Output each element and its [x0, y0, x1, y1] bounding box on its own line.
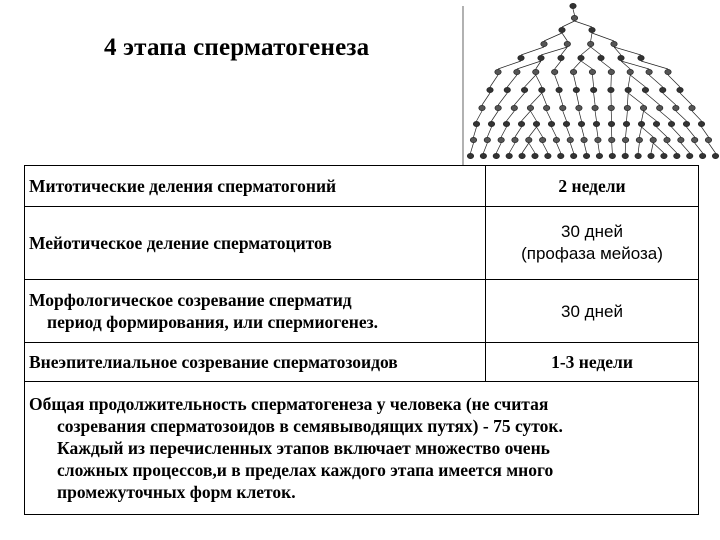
stage-name: Внеэпителиальное созревание сперматозоидов [25, 343, 486, 382]
cell-shape [583, 153, 589, 158]
cell-shape [638, 55, 644, 60]
cell-shape [673, 105, 679, 110]
branch-line [574, 61, 581, 69]
stage-name: Митотические деления сперматогоний [25, 166, 486, 207]
cell-shape [480, 153, 486, 158]
branch-line [529, 127, 537, 137]
branch-line [570, 143, 573, 153]
cell-shape [640, 105, 646, 110]
branch-line [542, 93, 547, 105]
summary-cell [25, 382, 699, 515]
branch-line [559, 93, 563, 105]
branch-line [536, 75, 542, 87]
branch-line [556, 143, 560, 153]
branch-line [544, 33, 562, 41]
branch-line [663, 93, 676, 105]
branch-line [487, 127, 491, 137]
table-row [25, 382, 699, 515]
cell-shape [677, 87, 683, 92]
cell-shape [570, 69, 576, 74]
branch-line [702, 127, 709, 137]
branch-line [692, 111, 702, 121]
cell-shape [595, 137, 601, 142]
cell-shape [589, 69, 595, 74]
branch-line [649, 75, 663, 87]
branch-line [492, 111, 499, 121]
cell-shape [660, 87, 666, 92]
cell-shape [590, 87, 596, 92]
cell-shape [533, 121, 539, 126]
branch-line [573, 9, 575, 15]
branch-line [660, 111, 672, 121]
branch-line [627, 93, 628, 105]
cell-shape [571, 15, 577, 20]
branch-line [552, 127, 557, 137]
branch-line [628, 93, 643, 105]
summary-line: сложных процессов,и в пределах каждого этапа имеется много [57, 460, 554, 480]
cell-shape [512, 137, 518, 142]
table-row [25, 280, 699, 343]
cell-shape [587, 41, 593, 46]
cell-shape [518, 55, 524, 60]
branch-line [612, 143, 613, 153]
cell-shape [665, 69, 671, 74]
branch-line [667, 143, 677, 153]
branch-line [630, 75, 645, 87]
cell-shape [538, 55, 544, 60]
cell-shape [545, 153, 551, 158]
branch-line [672, 127, 681, 137]
branch-line [709, 143, 716, 153]
spermatogenesis-diagram-figure [455, 0, 720, 168]
branch-line [579, 111, 582, 121]
cell-shape [570, 153, 576, 158]
branch-line [598, 143, 600, 153]
branch-line [496, 143, 501, 153]
cell-shape [581, 137, 587, 142]
cell-shape [495, 69, 501, 74]
branch-line [581, 47, 591, 55]
branch-line [638, 143, 639, 153]
cell-shape [548, 121, 554, 126]
cell-shape [611, 41, 617, 46]
cell-shape [705, 137, 711, 142]
cell-shape [664, 137, 670, 142]
cell-shape [518, 121, 524, 126]
cell-shape [687, 153, 693, 158]
stage-name-subline: период формирования, или спермиогенез. [47, 312, 379, 332]
cell-shape [573, 87, 579, 92]
cell-shape [473, 121, 479, 126]
cell-shape [653, 121, 659, 126]
cell-shape [635, 153, 641, 158]
cell-shape [622, 137, 628, 142]
cell-shape [689, 105, 695, 110]
stage-name: Мейотическое деление сперматоцитов [25, 207, 486, 280]
cell-shape [504, 87, 510, 92]
branch-line [592, 75, 593, 87]
cell-shape [648, 153, 654, 158]
branch-line [595, 111, 596, 121]
cell-shape [495, 105, 501, 110]
cell-shape [642, 87, 648, 92]
branch-line [507, 111, 515, 121]
cell-shape [553, 137, 559, 142]
branch-line [657, 127, 668, 137]
cell-shape [596, 153, 602, 158]
cell-shape [589, 27, 595, 32]
branch-line [687, 127, 695, 137]
summary-line: Каждый из перечисленных этапов включает множество очень [57, 438, 550, 458]
stages-table [24, 165, 699, 515]
branch-line [522, 143, 529, 153]
branch-line [592, 33, 614, 41]
branch-line [521, 47, 544, 55]
stage-name-line: Морфологическое созревание сперматид [29, 290, 352, 310]
cell-shape [484, 137, 490, 142]
branch-line [653, 143, 664, 153]
branch-line [626, 127, 627, 137]
cell-shape [479, 105, 485, 110]
branch-line [597, 127, 598, 137]
cell-shape [567, 137, 573, 142]
branch-line [543, 143, 548, 153]
branch-line [562, 33, 567, 41]
cell-shape [541, 41, 547, 46]
cell-shape [539, 137, 545, 142]
cell-shape [470, 137, 476, 142]
branch-line [529, 143, 535, 153]
cell-shape [487, 87, 493, 92]
cell-shape [598, 55, 604, 60]
cell-shape [467, 153, 473, 158]
cell-shape [674, 153, 680, 158]
cell-shape [519, 153, 525, 158]
cell-shape [646, 69, 652, 74]
cell-shape [526, 137, 532, 142]
branch-line [576, 93, 579, 105]
cell-shape [560, 105, 566, 110]
summary-line: созревания сперматозоидов в семявыводящих путях) - 75 суток. [57, 416, 563, 436]
cell-shape [493, 153, 499, 158]
cell-shape [558, 55, 564, 60]
branch-line [614, 47, 641, 55]
branch-line [515, 127, 522, 137]
cell-shape [503, 121, 509, 126]
branch-line [582, 127, 585, 137]
cell-shape [625, 87, 631, 92]
cell-shape [608, 69, 614, 74]
branch-line [490, 75, 498, 87]
cell-shape [661, 153, 667, 158]
branch-line [474, 127, 477, 137]
branch-line [651, 143, 653, 153]
cell-shape [511, 105, 517, 110]
cell-shape [488, 121, 494, 126]
cell-shape [593, 121, 599, 126]
branch-line [471, 143, 474, 153]
cell-shape [618, 55, 624, 60]
cell-shape [691, 137, 697, 142]
cell-shape [592, 105, 598, 110]
cell-shape [623, 121, 629, 126]
cell-shape [712, 153, 718, 158]
cell-shape [558, 153, 564, 158]
cell-shape [514, 69, 520, 74]
branch-line [482, 93, 490, 105]
stage-duration-note: (профаза мейоза) [521, 244, 663, 263]
cell-shape [622, 153, 628, 158]
branch-line [517, 61, 541, 69]
cell-shape [563, 121, 569, 126]
cell-shape [564, 41, 570, 46]
branch-line [695, 143, 703, 153]
branch-line [547, 111, 552, 121]
cell-shape [678, 137, 684, 142]
branch-line [530, 93, 541, 105]
branch-line [594, 93, 595, 105]
branch-line [555, 61, 561, 69]
branch-line [563, 111, 567, 121]
branch-line [601, 61, 611, 69]
branch-line [575, 21, 593, 27]
stage-duration: 1-3 недели [486, 343, 699, 382]
branch-line [680, 93, 692, 105]
branch-line [681, 143, 690, 153]
cell-shape [608, 87, 614, 92]
cell-shape [638, 121, 644, 126]
cell-shape [539, 87, 545, 92]
cell-shape [556, 87, 562, 92]
cell-shape [578, 55, 584, 60]
branch-line [591, 33, 592, 41]
table-row [25, 166, 699, 207]
cell-shape [683, 121, 689, 126]
cell-shape [506, 153, 512, 158]
cell-shape [532, 153, 538, 158]
branch-line [501, 127, 506, 137]
cell-shape [609, 153, 615, 158]
branch-line [584, 143, 586, 153]
branch-line [676, 111, 687, 121]
branch-line [514, 93, 524, 105]
branch-line [477, 111, 483, 121]
stage-duration-line: 30 дней [561, 222, 623, 241]
cell-shape [570, 3, 576, 8]
branch-line [627, 111, 628, 121]
cell-shape [668, 121, 674, 126]
branch-line [498, 61, 521, 69]
branch-line [644, 111, 657, 121]
cell-shape [609, 137, 615, 142]
branch-line [642, 127, 654, 137]
cell-shape [527, 105, 533, 110]
table-row [25, 343, 699, 382]
branch-line [483, 143, 487, 153]
branch-line [537, 127, 543, 137]
branch-line [522, 111, 531, 121]
summary-line: промежуточных форм клеток. [57, 482, 296, 502]
branch-line [639, 127, 641, 137]
cell-shape [498, 137, 504, 142]
cell-shape [521, 87, 527, 92]
stage-name [25, 280, 486, 343]
branch-line [525, 75, 536, 87]
cell-shape [698, 121, 704, 126]
cell-shape [608, 121, 614, 126]
cell-shape [578, 121, 584, 126]
branch-line [642, 111, 644, 121]
cell-shape [699, 153, 705, 158]
cell-shape [627, 69, 633, 74]
stage-duration [486, 207, 699, 280]
branch-line [562, 21, 575, 27]
cell-shape [533, 69, 539, 74]
branch-line [509, 143, 515, 153]
cell-shape [636, 137, 642, 142]
branch-line [567, 127, 571, 137]
branch-line [668, 75, 680, 87]
stage-duration [486, 280, 699, 343]
cell-shape [543, 105, 549, 110]
stage-duration: 2 недели [486, 166, 699, 207]
table-row [25, 207, 699, 280]
branch-line [645, 93, 659, 105]
branch-line [530, 111, 536, 121]
branch-line [574, 75, 577, 87]
cell-shape [559, 27, 565, 32]
cell-shape [624, 105, 630, 110]
branch-line [628, 75, 630, 87]
summary-line: Общая продолжительность сперматогенеза у человека (не считая [29, 394, 549, 414]
branch-line [581, 61, 592, 69]
cell-shape [650, 137, 656, 142]
page-title: 4 этапа сперматогенеза [104, 34, 370, 61]
cell-shape [608, 105, 614, 110]
cell-shape [576, 105, 582, 110]
branch-line [541, 47, 567, 55]
branch-line [591, 47, 601, 55]
cell-shape [551, 69, 557, 74]
branch-line [507, 75, 517, 87]
branch-line [498, 93, 507, 105]
cell-shape [656, 105, 662, 110]
branch-line [555, 75, 559, 87]
stage-duration-line: 30 дней [561, 301, 623, 321]
